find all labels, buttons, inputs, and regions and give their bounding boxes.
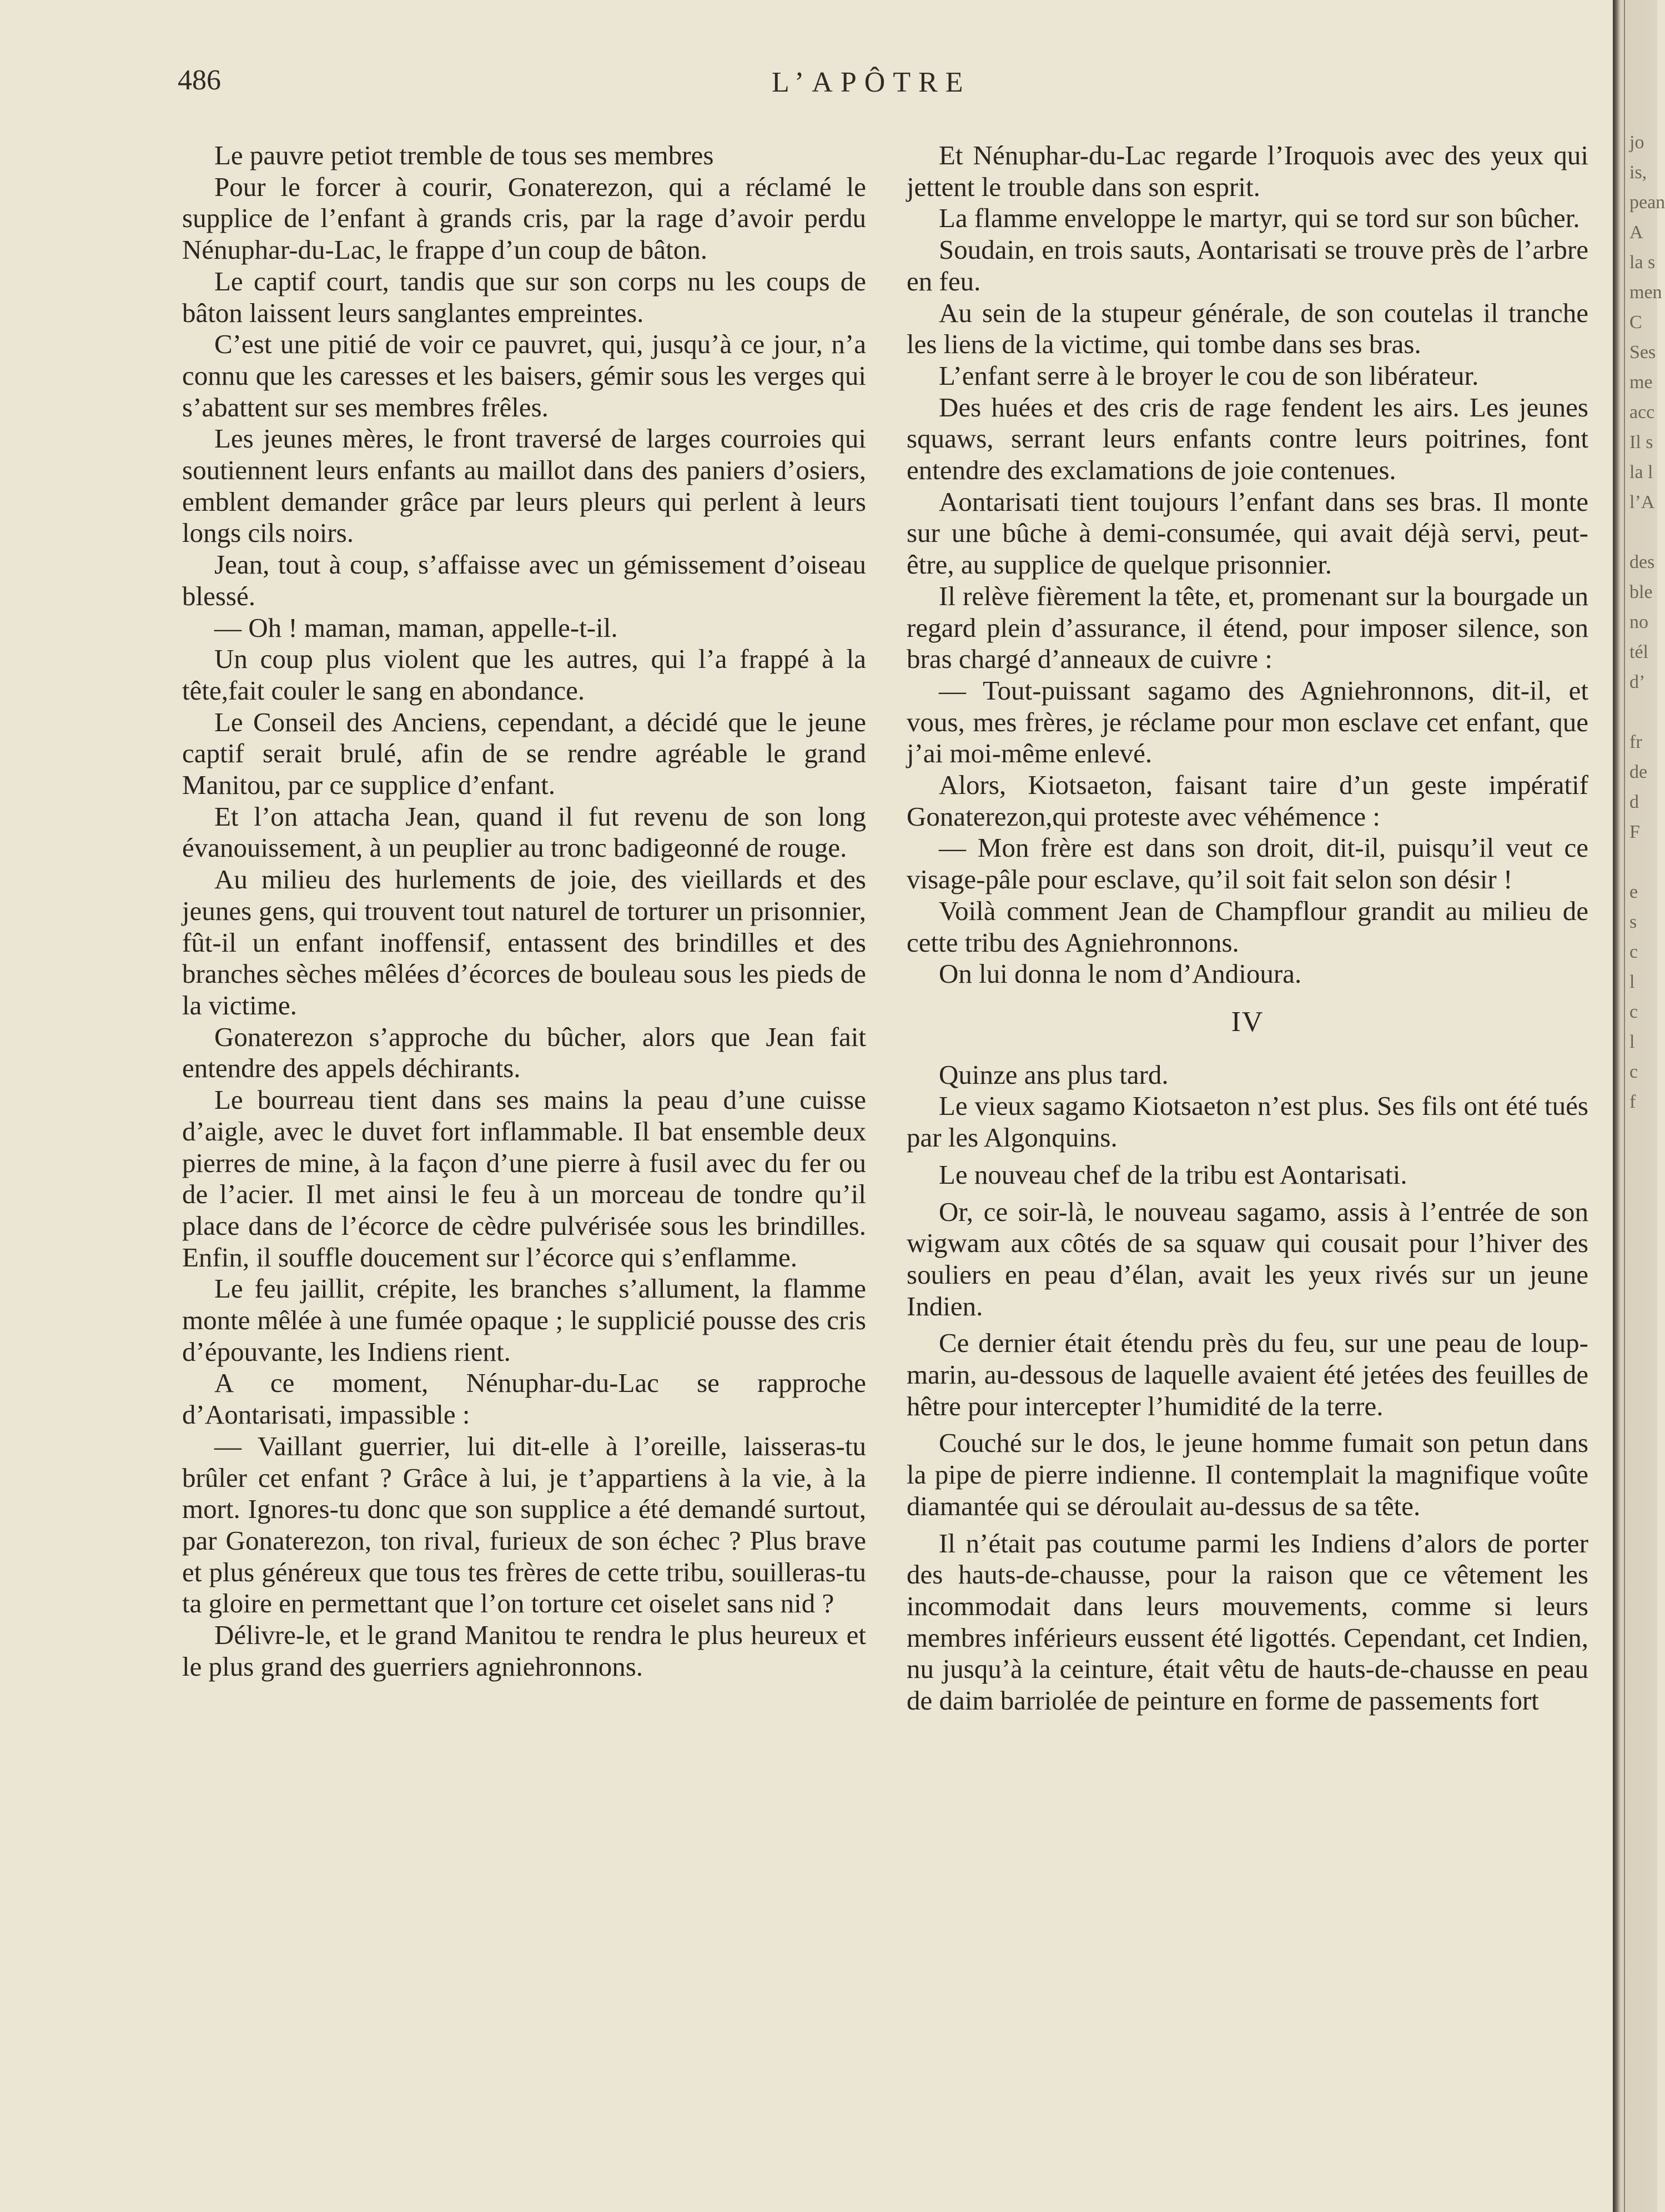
paragraph: — Mon frère est dans son droit, dit-il, puisqu’il veut ce visage-pâle pour esclave, qu’il soit fait selon son désir ! xyxy=(907,832,1588,895)
adjacent-page-edge xyxy=(1613,0,1665,2212)
paragraph: Le Conseil des Anciens, cependant, a décidé que le jeune captif serait brulé, afin de se rendre agréable le grand Manitou, par ce supplice d’enfant. xyxy=(182,706,866,801)
paragraph: Le captif court, tandis que sur son corps nu les coups de bâton laissent leurs sanglantes empreintes. xyxy=(182,265,866,328)
paragraph: Ce dernier était étendu près du feu, sur une peau de loup-marin, au-dessous de laquelle avaient été jetées des feuilles de hêtre pour intercepter l’humidité de la terre. xyxy=(907,1328,1588,1421)
paragraph: Alors, Kiotsaeton, faisant taire d’un geste impératif Gonaterezon,qui proteste avec véhémence : xyxy=(907,770,1588,832)
paragraph: On lui donna le nom d’Andioura. xyxy=(939,958,1302,989)
paragraph: — Tout-puissant sagamo des Agniehronnons, dit-il, et vous, mes frères, je réclame pour mon esclave cet enfant, que j’ai moi-même enlevé. xyxy=(907,675,1588,769)
paragraph: Un coup plus violent que les autres, qui l’a frappé à la tête,fait couler le sang en abondance. xyxy=(182,644,866,706)
paragraph: Et l’on attacha Jean, quand il fut revenu de son long évanouissement, à un peuplier au tronc badigeonné de rouge. xyxy=(182,801,866,863)
paragraph: Quinze ans plus tard. xyxy=(939,1059,1169,1090)
paragraph: — Vaillant guerrier, lui dit-elle à l’oreille, laisseras-tu brûler cet enfant ? Grâce à lui, je t’appartiens à la vie, à la mort. Ignores-tu donc que son supplice a été demandé surtout, par Gonaterezon, ton rival, furieux de son échec ? Plus brave et plus généreux que tous tes frères de cette tribu, souilleras-tu ta gloire en permettant que l’on torture cet oiselet sans nid ? xyxy=(182,1430,866,1619)
paragraph: Le vieux sagamo Kiotsaeton n’est plus. Ses fils ont été tués par les Algonquins. xyxy=(907,1090,1588,1153)
paragraph: Il n’était pas coutume parmi les Indiens d’alors de porter des hauts-de-chausse, pour la raison que ce vêtement les incommodait dans leurs mouvements, comme si leurs membres inférieurs eussent été ligottés. Cependant, cet Indien, nu jusqu’à la ceinture, était vêtu de hauts-de-chausse en peau de daim barriolée de peinture en forme de passements fort xyxy=(907,1527,1588,1716)
paragraph: Les jeunes mères, le front traversé de larges courroies qui soutiennent leurs enfants au maillot dans des paniers d’osiers, emblent demander grâce par leurs pleurs qui perlent à leurs longs cils noirs. xyxy=(182,423,866,549)
right-column xyxy=(907,140,1588,1717)
paragraph: Des huées et des cris de rage fendent les airs. Les jeunes squaws, serrant leurs enfants contre leurs poitrines, font entendre des exclamations de joie contenues. xyxy=(907,391,1588,486)
paragraph: Le pauvre petiot tremble de tous ses membres xyxy=(214,140,714,170)
paragraph: Le bourreau tient dans ses mains la peau d’une cuisse d’aigle, avec le duvet fort inflammable. Il bat ensemble deux pierres de mine, à la façon d’une pierre à fusil avec du fer ou de l’acier. Il met ainsi le feu à un morceau de tondre qu’il place dans de l’écorce de cèdre pulvérisée sous les brindilles. Enfin, il souffle doucement sur l’écorce qui s’enflamme. xyxy=(182,1084,866,1273)
adjacent-page-fragments: jo is, pean A la s men C Ses me acc Il s la l l’A des ble no tél d’ fr de d F e s c l c l c f xyxy=(1629,132,1665,1112)
page-header xyxy=(178,64,1599,108)
paragraph: Au milieu des hurlements de joie, des vieillards et des jeunes gens, qui trouvent tout naturel de torturer un prisonnier, fût-il un enfant inoffensif, entassent des brindilles et des branches sèches mêlées d’écorces de bouleau sous les pieds de la victime. xyxy=(182,864,866,1020)
running-title: L’APÔTRE xyxy=(772,67,971,98)
left-column xyxy=(182,140,866,1682)
paragraph: — Oh ! maman, maman, appelle-t-il. xyxy=(214,612,618,643)
paragraph: Or, ce soir-là, le nouveau sagamo, assis à l’entrée de son wigwam aux côtés de sa squaw qui cousait pour l’hiver des souliers en peau d’élan, avait les yeux rivés sur un jeune Indien. xyxy=(907,1196,1588,1321)
paragraph: La flamme enveloppe le martyr, qui se tord sur son bûcher. xyxy=(939,203,1580,234)
paragraph: Et Nénuphar-du-Lac regarde l’Iroquois avec des yeux qui jettent le trouble dans son esprit. xyxy=(907,140,1588,202)
paragraph: Le feu jaillit, crépite, les branches s’allument, la flamme monte mêlée à une fumée opaque ; le supplicié pousse des cris d’épouvante, les Indiens rient. xyxy=(182,1273,866,1367)
paragraph: Aontarisati tient toujours l’enfant dans ses bras. Il monte sur une bûche à demi-consumée, qui avait déjà servi, peut- être, au supplice de quelque prisonnier. xyxy=(907,486,1588,580)
paragraph: Délivre-le, et le grand Manitou te rendra le plus heureux et le plus grand des guerriers agniehronnons. xyxy=(182,1620,866,1682)
paragraph: Le nouveau chef de la tribu est Aontarisati. xyxy=(939,1159,1407,1190)
gutter-divider xyxy=(1624,0,1625,2212)
paragraph: Jean, tout à coup, s’affaisse avec un gémissement d’oiseau blessé. xyxy=(182,549,866,611)
paragraph: Au sein de la stupeur générale, de son coutelas il tranche les liens de la victime, qui tombe dans ses bras. xyxy=(907,297,1588,360)
section-heading: IV xyxy=(1231,1006,1264,1038)
page-number: 486 xyxy=(178,64,221,96)
paragraph: Soudain, en trois sauts, Aontarisati se trouve près de l’arbre en feu. xyxy=(907,234,1588,296)
paragraph: Voilà comment Jean de Champflour grandit au milieu de cette tribu des Agniehronnons. xyxy=(907,895,1588,958)
paragraph: Pour le forcer à courir, Gonaterezon, qui a réclamé le supplice de l’enfant à grands cris, par la rage d’avoir perdu Nénuphar-du-Lac, le frappe d’un coup de bâton. xyxy=(182,171,866,265)
paragraph: A ce moment, Nénuphar-du-Lac se rapproche d’Aontarisati, impassible : xyxy=(182,1368,866,1430)
paragraph: Il relève fièrement la tête, et, promenant sur la bourgade un regard plein d’assurance, il étend, pour imposer silence, son bras chargé d’anneaux de cuivre : xyxy=(907,580,1588,675)
paragraph: Gonaterezon s’approche du bûcher, alors que Jean fait entendre des appels déchirants. xyxy=(182,1021,866,1084)
paragraph: C’est une pitié de voir ce pauvret, qui, jusqu’à ce jour, n’a connu que les caresses et les baisers, gémir sous les verges qui s’abattent sur ses membres frêles. xyxy=(182,329,866,423)
paragraph: Couché sur le dos, le jeune homme fumait son petun dans la pipe de pierre indienne. Il contemplait la magnifique voûte diamantée qui se déroulait au-dessus de sa tête. xyxy=(907,1427,1588,1521)
paragraph: L’enfant serre à le broyer le cou de son libérateur. xyxy=(939,360,1479,391)
